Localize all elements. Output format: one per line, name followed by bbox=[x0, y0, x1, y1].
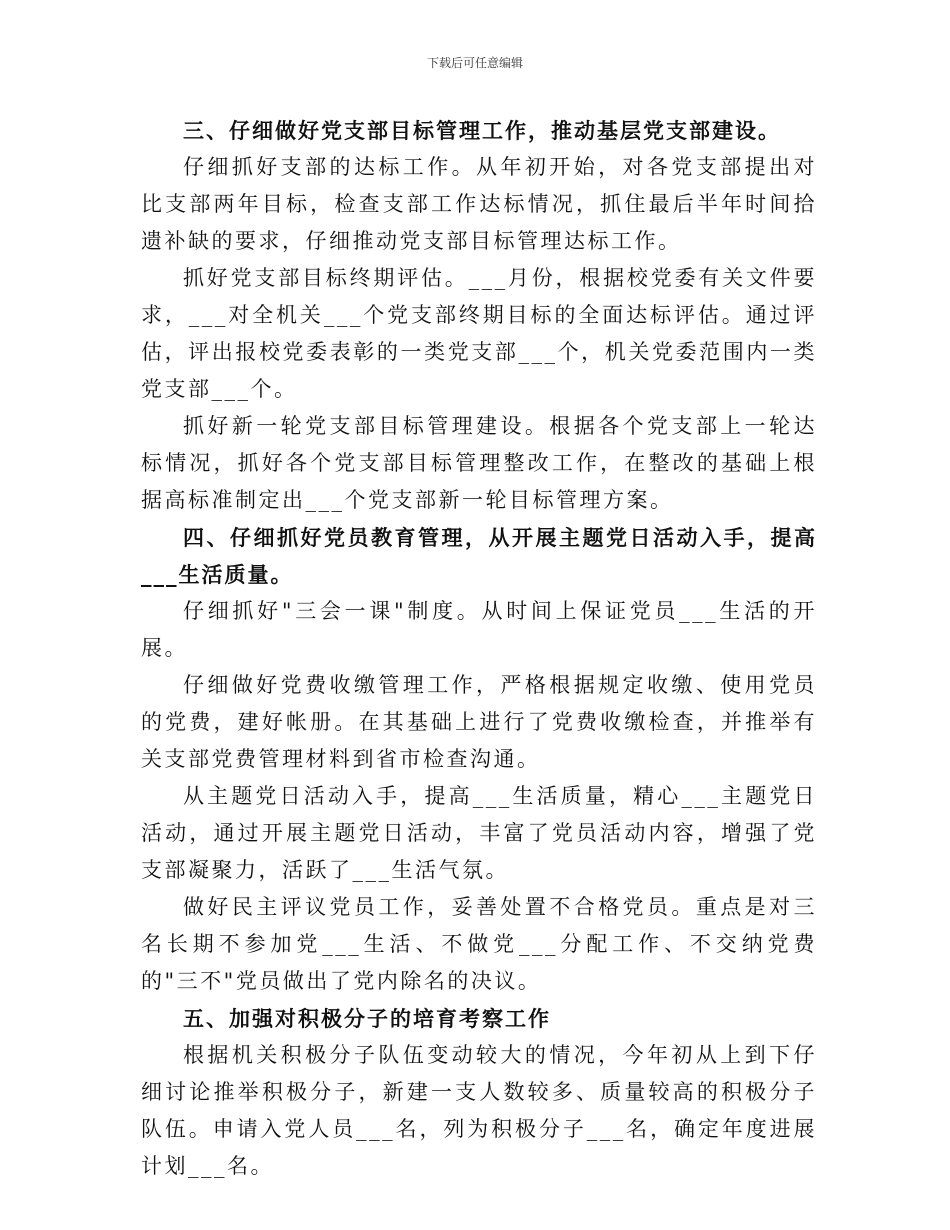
page-header-note: 下载后可任意编辑 bbox=[426, 56, 523, 70]
paragraph: 根据机关积极分子队伍变动较大的情况，今年初从上到下仔细讨论推举积极分子，新建一支人数较多、质量较高的积极分子队伍。申请入党人员___名，列为积极分子___名，确定年度进展计划___名。 bbox=[141, 1043, 817, 1178]
document-body bbox=[141, 112, 817, 1185]
section-heading-4: 四、仔细抓好党员教育管理，从开展主题党日活动入手，提高___生活质量。 bbox=[141, 525, 817, 587]
paragraph: 仔细做好党费收缴管理工作，严格根据规定收缴、使用党员的党费，建好帐册。在其基础上进行了党费收缴检查，并推举有关支部党费管理材料到省市检查沟通。 bbox=[141, 673, 817, 771]
paragraph: 抓好党支部目标终期评估。___月份，根据校党委有关文件要求，___对全机关___个党支部终期目标的全面达标评估。通过评估，评出报校党委表彰的一类党支部___个，机关党委范围内一类党支部___个。 bbox=[141, 266, 817, 401]
section-heading-3: 三、仔细做好党支部目标管理工作，推动基层党支部建设。 bbox=[183, 118, 781, 143]
paragraph: 做好民主评议党员工作，妥善处置不合格党员。重点是对三名长期不参加党___生活、不做党___分配工作、不交纳党费的"三不"党员做出了党内除名的决议。 bbox=[141, 895, 817, 993]
paragraph: 从主题党日活动入手，提高___生活质量，精心___主题党日活动，通过开展主题党日活动，丰富了党员活动内容，增强了党支部凝聚力，活跃了___生活气氛。 bbox=[141, 784, 817, 882]
section-heading-5: 五、加强对积极分子的培育考察工作 bbox=[183, 1006, 551, 1031]
paragraph: 抓好新一轮党支部目标管理建设。根据各个党支部上一轮达标情况，抓好各个党支部目标管理整改工作，在整改的基础上根据高标准制定出___个党支部新一轮目标管理方案。 bbox=[141, 414, 817, 512]
paragraph: 仔细抓好"三会一课"制度。从时间上保证党员___生活的开展。 bbox=[141, 599, 817, 660]
paragraph: 仔细抓好支部的达标工作。从年初开始，对各党支部提出对比支部两年目标，检查支部工作达标情况，抓住最后半年时间拾遗补缺的要求，仔细推动党支部目标管理达标工作。 bbox=[141, 155, 817, 253]
